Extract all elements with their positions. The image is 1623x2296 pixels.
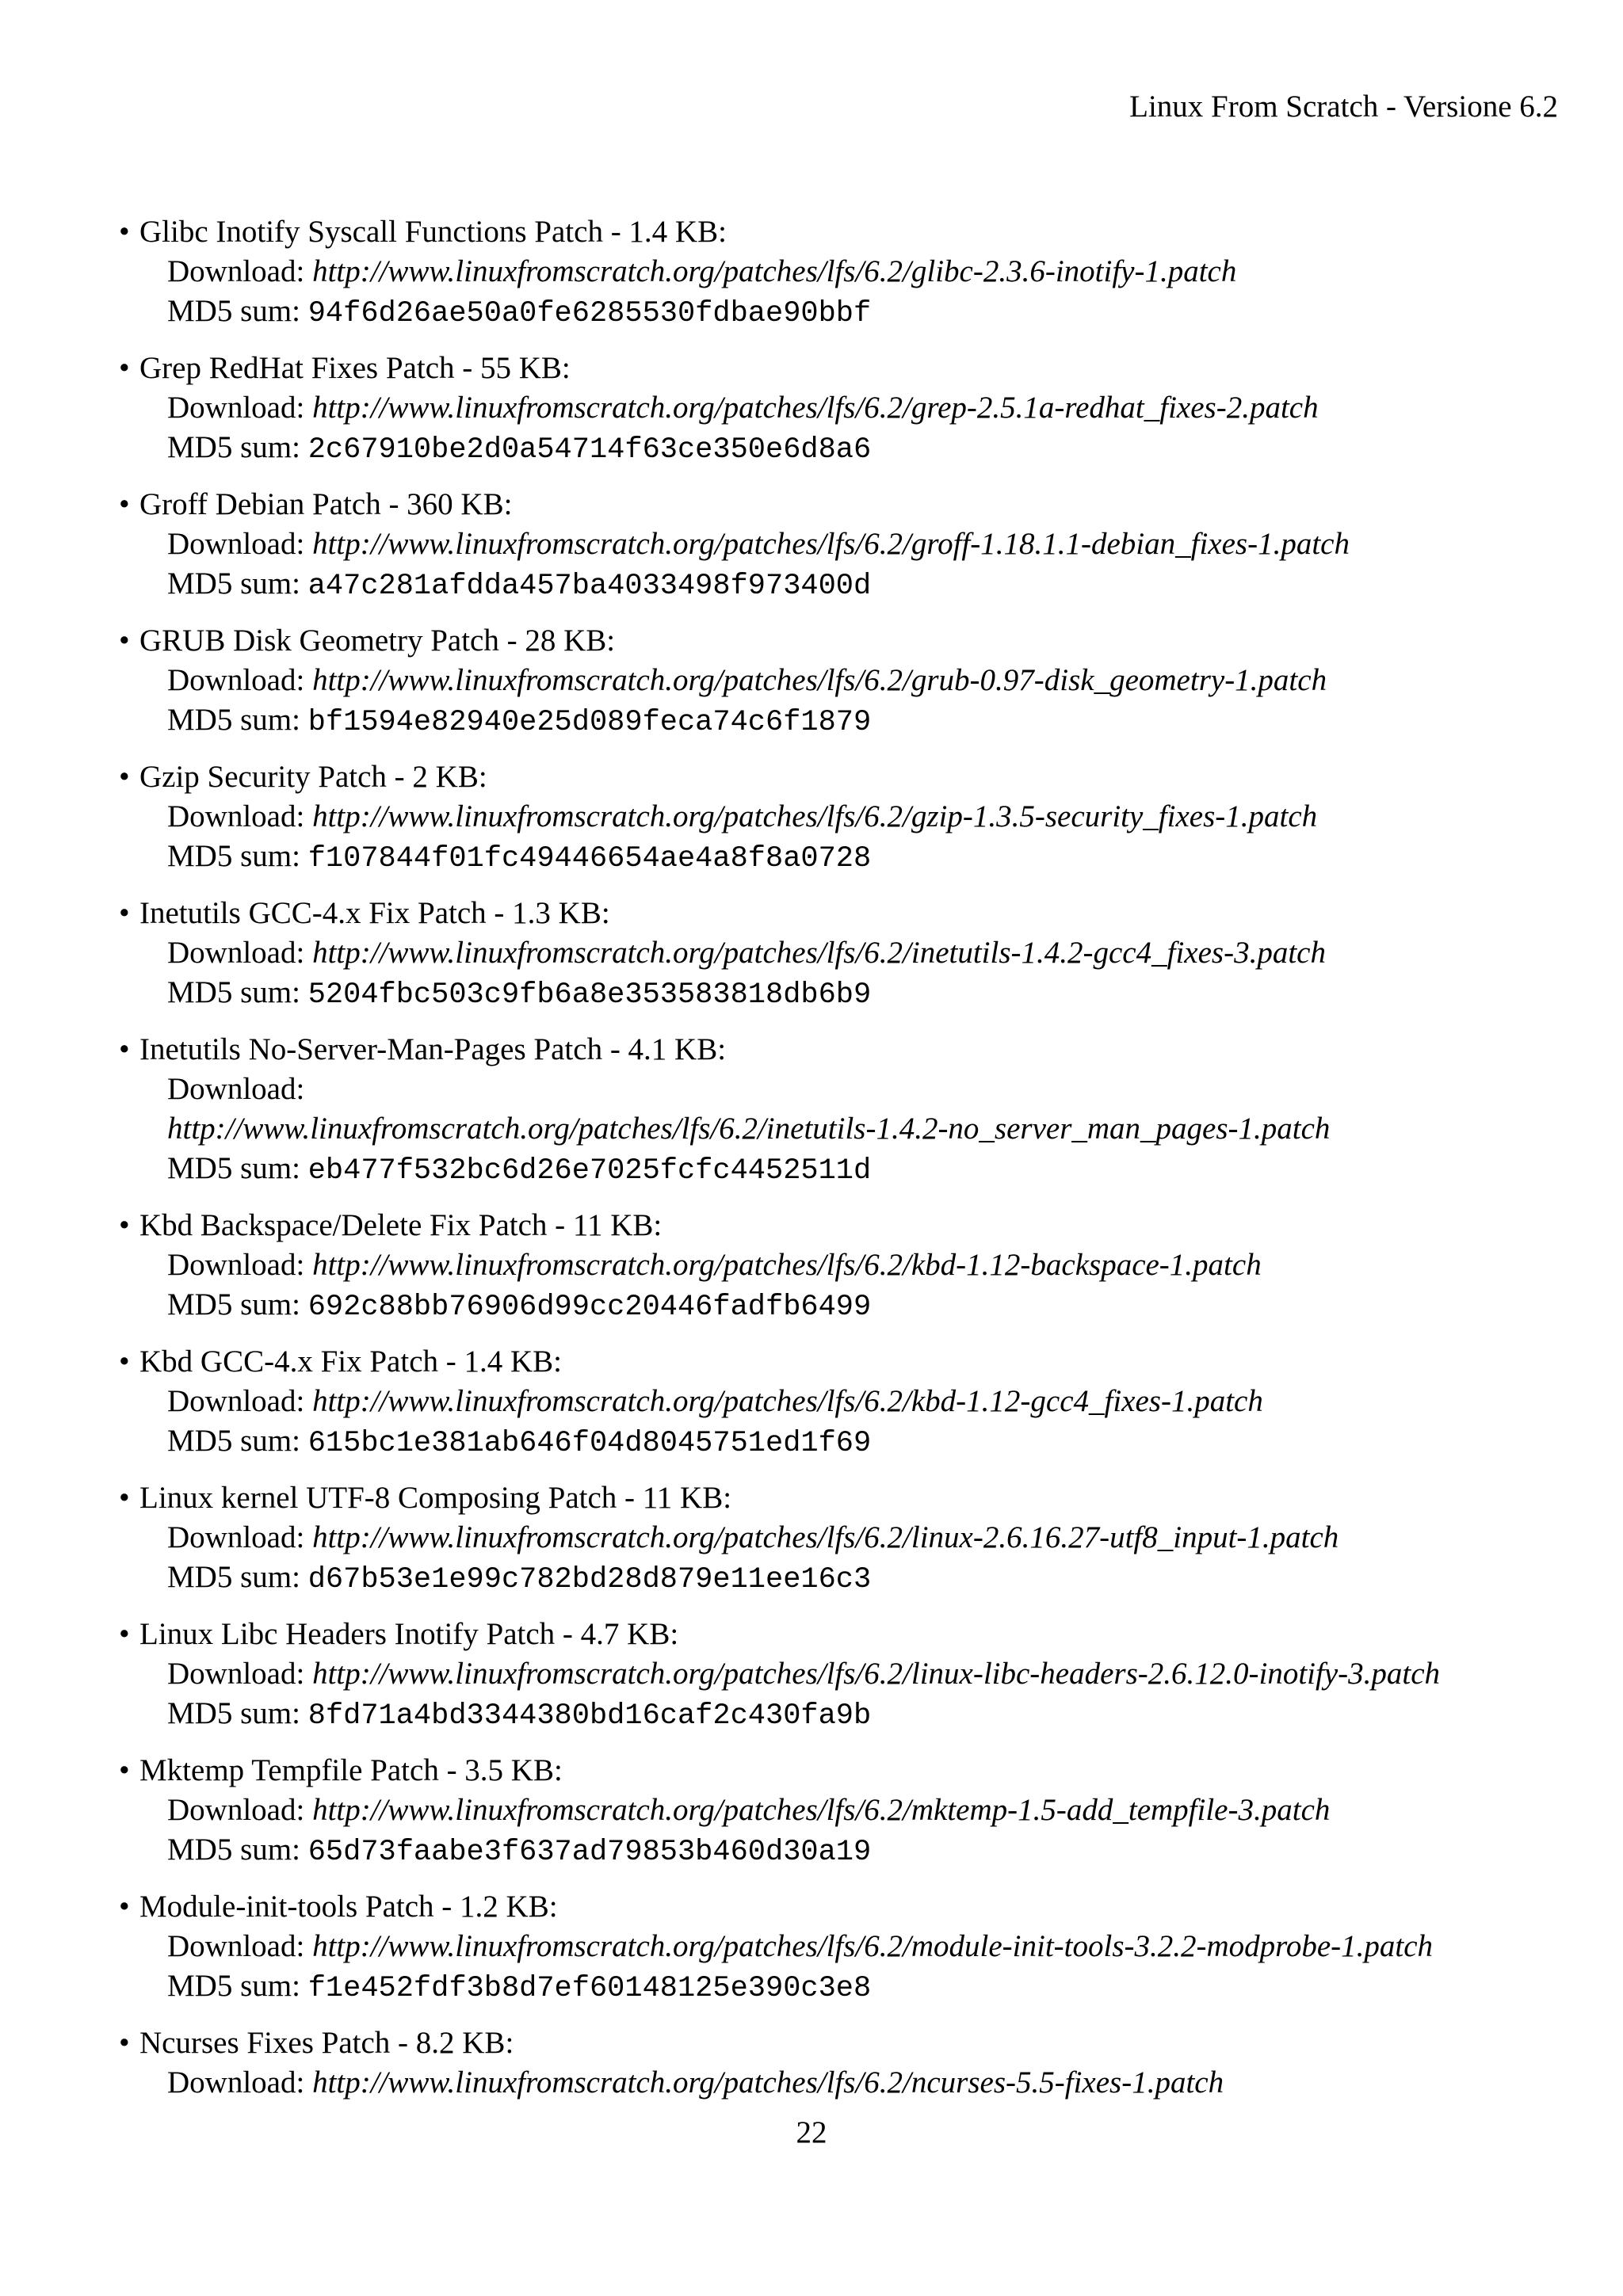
patch-title: GRUB Disk Geometry Patch - 28 KB:	[139, 624, 616, 658]
patch-item	[119, 1478, 1569, 1600]
bullet: •	[119, 1344, 130, 1379]
patch-title: Mktemp Tempfile Patch - 3.5 KB:	[139, 1753, 563, 1787]
md5-value: 2c67910be2d0a54714f63ce350e6d8a6	[307, 433, 872, 467]
patch-item	[119, 212, 1569, 334]
md5-line	[139, 564, 1569, 606]
bullet: •	[119, 1032, 130, 1066]
download-label: Download:	[167, 391, 305, 425]
download-label: Download:	[167, 527, 305, 561]
page-number: 22	[796, 2115, 827, 2149]
download-link[interactable]: http://www.linuxfromscratch.org/patches/lfs/6.2/groff-1.18.1.1-debian_fixes-1.patch	[312, 527, 1350, 561]
patch-title: Grep RedHat Fixes Patch - 55 KB:	[139, 351, 571, 385]
download-link[interactable]: http://www.linuxfromscratch.org/patches/lfs/6.2/inetutils-1.4.2-gcc4_fixes-3.patch	[312, 936, 1326, 970]
download-link[interactable]: http://www.linuxfromscratch.org/patches/lfs/6.2/inetutils-1.4.2-no_server_man_pages-1.patch	[167, 1112, 1331, 1146]
patch-title: Ncurses Fixes Patch - 8.2 KB:	[139, 2026, 514, 2060]
download-label: Download:	[167, 1248, 305, 1282]
md5-label: MD5 sum:	[167, 1424, 300, 1458]
download-line	[139, 1791, 1569, 1830]
bullet: •	[119, 215, 130, 249]
patch-item	[119, 1206, 1569, 1327]
md5-label: MD5 sum:	[167, 1696, 300, 1730]
download-label: Download:	[167, 1520, 305, 1554]
download-label: Download:	[167, 254, 305, 288]
download-line	[139, 661, 1569, 700]
md5-line	[139, 1694, 1569, 1736]
bullet: •	[119, 2026, 130, 2060]
patch-item	[119, 349, 1569, 470]
md5-value: 65d73faabe3f637ad79853b460d30a19	[307, 1836, 872, 1869]
download-label: Download:	[167, 2065, 305, 2100]
md5-line	[139, 292, 1569, 334]
patch-title: Inetutils No-Server-Man-Pages Patch - 4.1 KB:	[139, 1032, 727, 1066]
md5-value: f107844f01fc49446654ae4a8f8a0728	[307, 842, 872, 875]
download-label: Download:	[167, 1072, 305, 1106]
patch-list	[119, 212, 1569, 2118]
download-label: Download:	[167, 1793, 305, 1827]
md5-line	[139, 837, 1569, 879]
download-link[interactable]: http://www.linuxfromscratch.org/patches/lfs/6.2/mktemp-1.5-add_tempfile-3.patch	[312, 1793, 1331, 1827]
bullet: •	[119, 1481, 130, 1515]
md5-line	[139, 1830, 1569, 1872]
download-link[interactable]: http://www.linuxfromscratch.org/patches/lfs/6.2/kbd-1.12-gcc4_fixes-1.patch	[312, 1384, 1263, 1418]
bullet: •	[119, 624, 130, 658]
md5-label: MD5 sum:	[167, 1287, 300, 1322]
bullet: •	[119, 487, 130, 521]
md5-value: bf1594e82940e25d089feca74c6f1879	[307, 706, 872, 739]
md5-label: MD5 sum:	[167, 1969, 300, 2003]
md5-label: MD5 sum:	[167, 703, 300, 737]
md5-line	[139, 428, 1569, 470]
md5-label: MD5 sum:	[167, 294, 300, 328]
md5-label: MD5 sum:	[167, 1833, 300, 1867]
bullet: •	[119, 1753, 130, 1787]
download-label: Download:	[167, 1929, 305, 1963]
md5-line	[139, 973, 1569, 1015]
bullet: •	[119, 1617, 130, 1651]
patch-title: Linux kernel UTF-8 Composing Patch - 11 KB:	[139, 1481, 732, 1515]
download-line	[139, 1518, 1569, 1558]
download-url-line	[139, 1109, 1569, 1149]
download-link[interactable]: http://www.linuxfromscratch.org/patches/lfs/6.2/glibc-2.3.6-inotify-1.patch	[312, 254, 1237, 288]
md5-value: 94f6d26ae50a0fe6285530fdbae90bbf	[307, 297, 872, 330]
md5-label: MD5 sum:	[167, 1560, 300, 1594]
bullet: •	[119, 1890, 130, 1924]
md5-value: 8fd71a4bd3344380bd16caf2c430fa9b	[307, 1699, 872, 1733]
md5-value: f1e452fdf3b8d7ef60148125e390c3e8	[307, 1972, 872, 2005]
md5-line	[139, 1421, 1569, 1463]
md5-value: eb477f532bc6d26e7025fcfc4452511d	[307, 1154, 872, 1188]
patch-title: Glibc Inotify Syscall Functions Patch - 1.4 KB:	[139, 215, 727, 249]
patch-title: Kbd Backspace/Delete Fix Patch - 11 KB:	[139, 1208, 663, 1242]
download-line	[139, 1382, 1569, 1421]
patch-item	[119, 485, 1569, 606]
download-line	[139, 1654, 1569, 1694]
download-line	[139, 2063, 1569, 2103]
download-line	[139, 1245, 1569, 1285]
download-link[interactable]: http://www.linuxfromscratch.org/patches/lfs/6.2/module-init-tools-3.2.2-modprobe-1.patch	[312, 1929, 1434, 1963]
download-link[interactable]: http://www.linuxfromscratch.org/patches/lfs/6.2/linux-2.6.16.27-utf8_input-1.patch	[312, 1520, 1339, 1554]
md5-label: MD5 sum:	[167, 566, 300, 601]
md5-line	[139, 1966, 1569, 2008]
patch-title: Inetutils GCC-4.x Fix Patch - 1.3 KB:	[139, 896, 610, 930]
download-label: Download:	[167, 936, 305, 970]
download-label-line	[139, 1070, 1569, 1109]
download-line	[139, 797, 1569, 837]
download-label: Download:	[167, 1657, 305, 1691]
patch-item	[119, 621, 1569, 742]
patch-item	[119, 1030, 1569, 1191]
patch-item	[119, 1342, 1569, 1463]
md5-line	[139, 1149, 1569, 1191]
patch-item	[119, 894, 1569, 1015]
md5-line	[139, 1285, 1569, 1327]
bullet: •	[119, 351, 130, 385]
md5-label: MD5 sum:	[167, 1151, 300, 1185]
bullet: •	[119, 1208, 130, 1242]
download-link[interactable]: http://www.linuxfromscratch.org/patches/lfs/6.2/linux-libc-headers-2.6.12.0-inotify-3.patch	[312, 1657, 1441, 1691]
download-label: Download:	[167, 663, 305, 697]
download-label: Download:	[167, 799, 305, 833]
patch-title: Kbd GCC-4.x Fix Patch - 1.4 KB:	[139, 1344, 563, 1379]
download-link[interactable]: http://www.linuxfromscratch.org/patches/lfs/6.2/grub-0.97-disk_geometry-1.patch	[312, 663, 1327, 697]
md5-label: MD5 sum:	[167, 975, 300, 1009]
patch-title: Gzip Security Patch - 2 KB:	[139, 760, 487, 794]
patch-item	[119, 2023, 1569, 2103]
patch-title: Module-init-tools Patch - 1.2 KB:	[139, 1890, 558, 1924]
download-line	[139, 933, 1569, 973]
patch-item	[119, 1887, 1569, 2008]
patch-item	[119, 1751, 1569, 1872]
md5-value: 615bc1e381ab646f04d8045751ed1f69	[307, 1427, 872, 1460]
download-label: Download:	[167, 1384, 305, 1418]
md5-value: a47c281afdda457ba4033498f973400d	[307, 570, 872, 603]
download-link[interactable]: http://www.linuxfromscratch.org/patches/lfs/6.2/grep-2.5.1a-redhat_fixes-2.patch	[312, 391, 1319, 425]
md5-line	[139, 1558, 1569, 1600]
patch-item	[119, 1615, 1569, 1736]
bullet: •	[119, 760, 130, 794]
patch-title: Linux Libc Headers Inotify Patch - 4.7 KB:	[139, 1617, 679, 1651]
download-line	[139, 1927, 1569, 1966]
download-line	[139, 524, 1569, 564]
download-line	[139, 252, 1569, 292]
bullet: •	[119, 896, 130, 930]
patch-item	[119, 757, 1569, 879]
md5-label: MD5 sum:	[167, 839, 300, 873]
download-link[interactable]: http://www.linuxfromscratch.org/patches/lfs/6.2/ncurses-5.5-fixes-1.patch	[312, 2065, 1224, 2100]
md5-value: 5204fbc503c9fb6a8e353583818db6b9	[307, 978, 872, 1012]
download-link[interactable]: http://www.linuxfromscratch.org/patches/lfs/6.2/kbd-1.12-backspace-1.patch	[312, 1248, 1262, 1282]
download-link[interactable]: http://www.linuxfromscratch.org/patches/lfs/6.2/gzip-1.3.5-security_fixes-1.patch	[312, 799, 1318, 833]
md5-value: 692c88bb76906d99cc20446fadfb6499	[307, 1291, 872, 1324]
md5-label: MD5 sum:	[167, 430, 300, 464]
md5-value: d67b53e1e99c782bd28d879e11ee16c3	[307, 1563, 872, 1596]
patch-title: Groff Debian Patch - 360 KB:	[139, 487, 513, 521]
md5-line	[139, 700, 1569, 742]
running-header: Linux From Scratch - Versione 6.2	[1129, 90, 1558, 124]
download-line	[139, 388, 1569, 428]
